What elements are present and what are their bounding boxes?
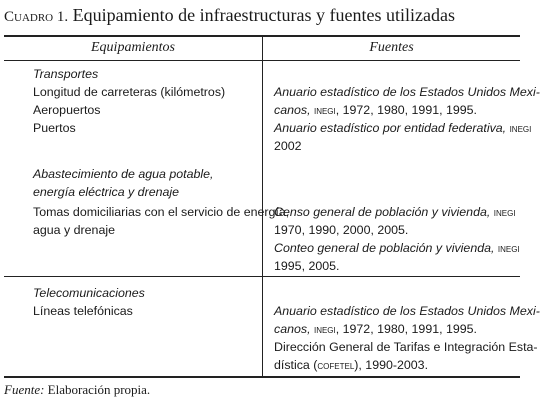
- source-censo-line-2: 1970, 1990, 2000, 2005.: [274, 223, 409, 237]
- column-header-fuentes: Fuentes: [369, 40, 414, 55]
- source-cofetel-line-1: Dirección General de Tarifas e Integración Esta-: [274, 340, 538, 354]
- item-tomas-line-2: agua y drenaje: [33, 223, 115, 237]
- item-carreteras: Longitud de carreteras (kilómetros): [33, 85, 226, 99]
- caption-label: Cuadro 1.: [4, 9, 69, 25]
- item-lineas-telefonicas: Líneas telefónicas: [33, 304, 133, 318]
- source-conteo-line-1: Conteo general de población y vivienda, inegi: [274, 241, 520, 255]
- caption-title: Equipamiento de infraestructuras y fuentes utilizadas: [72, 5, 455, 25]
- source-anuario-line-2: canos, inegi, 1972, 1980, 1991, 1995.: [274, 103, 477, 117]
- item-aeropuertos: Aeropuertos: [33, 103, 101, 117]
- section-heading-telecom: Telecomunicaciones: [33, 286, 145, 300]
- item-puertos: Puertos: [33, 121, 76, 135]
- source-anuario-entidad-line-1: Anuario estadístico por entidad federativa, inegi: [274, 121, 532, 135]
- section-heading-agua-line-2: energía eléctrica y drenaje: [33, 185, 180, 199]
- section-heading-transportes: Transportes: [33, 67, 99, 81]
- source-censo-line-1: Censo general de población y vivienda, inegi: [274, 205, 516, 219]
- source-anuario-entidad-line-2: 2002: [274, 139, 302, 153]
- source-conteo-line-2: 1995, 2005.: [274, 259, 340, 273]
- section-heading-agua-line-1: Abastecimiento de agua potable,: [33, 167, 214, 181]
- table-caption: [4, 4, 520, 28]
- item-tomas-line-1: Tomas domiciliarias con el servicio de energía,: [33, 205, 290, 219]
- source-telecom-anuario-line-2: canos, inegi, 1972, 1980, 1991, 1995.: [274, 322, 477, 336]
- table-footnote: Fuente: Elaboración propia.: [4, 382, 151, 397]
- source-anuario-line-1: Anuario estadístico de los Estados Unidos Mexi-: [274, 85, 540, 99]
- bottom-rule: [4, 376, 520, 378]
- column-header-equipamientos: Equipamientos: [91, 40, 175, 55]
- source-telecom-anuario-line-1: Anuario estadístico de los Estados Unidos Mexi-: [274, 304, 540, 318]
- source-cofetel-line-2: dística (cofetel), 1990-2003.: [274, 358, 429, 372]
